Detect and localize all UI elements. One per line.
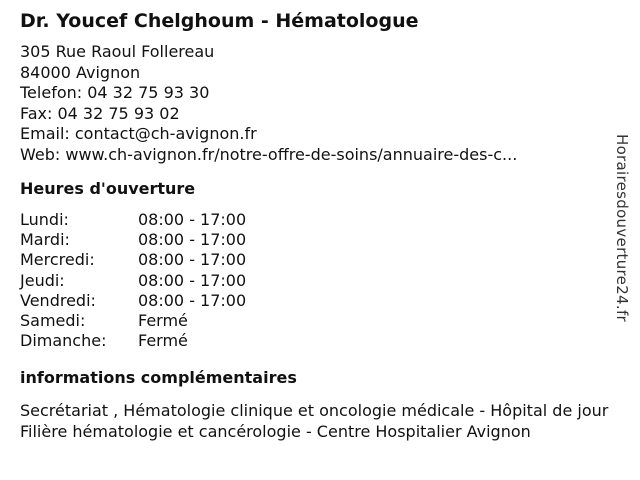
contact-block [20,42,620,165]
address-street: 305 Rue Raoul Follereau [20,42,215,61]
hours-row [20,291,620,311]
hours-time: 08:00 - 17:00 [138,250,247,270]
hours-time: Fermé [138,311,188,331]
address-city: 84000 Avignon [20,62,141,82]
hours-row [20,250,620,270]
email-line[interactable]: Email: contact@ch-avignon.fr [20,124,257,143]
hours-time: 08:00 - 17:00 [138,290,247,310]
fax-line: Fax: 04 32 75 93 02 [20,103,180,123]
hours-day: Mercredi: [20,250,95,270]
web-line[interactable]: Web: www.ch-avignon.fr/notre-offre-de-soins/annuaire-des-c... [20,144,518,164]
hours-heading: Heures d'ouverture [20,179,196,198]
hours-day: Vendredi: [20,290,96,310]
info-heading: informations complémentaires [20,368,297,388]
hours-row [20,230,620,250]
phone-line[interactable]: Telefon: 04 32 75 93 30 [20,83,210,102]
hours-row [20,331,620,351]
hours-day: Lundi: [20,210,69,229]
side-watermark-text: Horairesdouverture24.fr [613,134,631,322]
hours-time: 08:00 - 17:00 [138,210,247,229]
hours-row [20,311,620,331]
info-text: Secrétariat , Hématologie clinique et oncologie médicale - Hôpital de jour Filière hématologie et cancérologie - Centre Hospitalier Avignon [20,401,609,442]
main-content [20,6,620,442]
page-title: Dr. Youcef Chelghoum - Hématologue [20,10,419,32]
hours-table [20,210,620,351]
hours-day: Jeudi: [20,270,65,290]
hours-day: Mardi: [20,230,70,250]
hours-time: 08:00 - 17:00 [138,270,247,290]
hours-time: Fermé [138,331,188,351]
hours-row [20,210,620,230]
hours-row [20,271,620,291]
hours-time: 08:00 - 17:00 [138,230,247,250]
hours-day: Dimanche: [20,331,107,351]
hours-day: Samedi: [20,311,86,331]
